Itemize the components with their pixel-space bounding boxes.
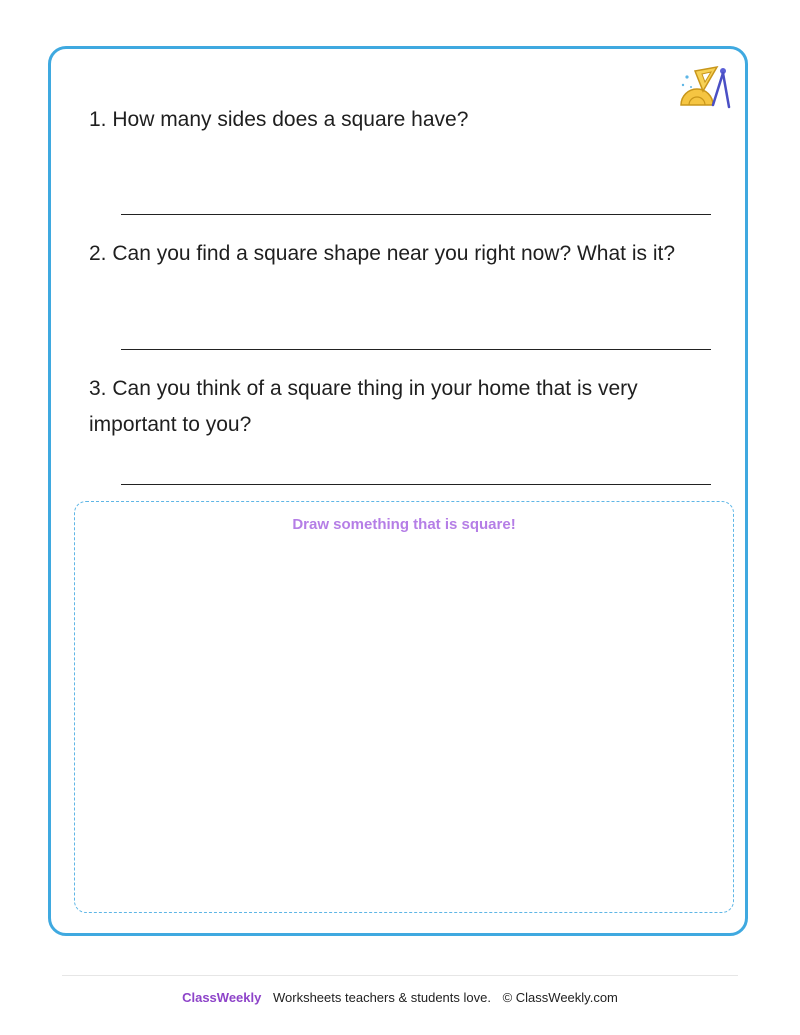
drawing-area-title: Draw something that is square! (292, 516, 516, 533)
question-1: 1. How many sides does a square have? (89, 108, 469, 131)
question-3: 3. Can you think of a square thing in your home that is very important to you? (89, 377, 638, 436)
answer-line-1[interactable] (121, 214, 711, 215)
answer-line-3[interactable] (121, 484, 711, 485)
footer-copyright: © ClassWeekly.com (502, 990, 618, 1005)
footer-tagline: Worksheets teachers & students love. (272, 990, 491, 1005)
answer-line-2[interactable] (121, 349, 711, 350)
question-2: 2. Can you find a square shape near you right now? What is it? (89, 242, 676, 265)
footer-divider (62, 975, 738, 976)
drawing-area[interactable] (74, 501, 734, 913)
footer-brand: ClassWeekly (182, 990, 262, 1005)
worksheet-card (48, 46, 748, 936)
footer (0, 990, 800, 1005)
